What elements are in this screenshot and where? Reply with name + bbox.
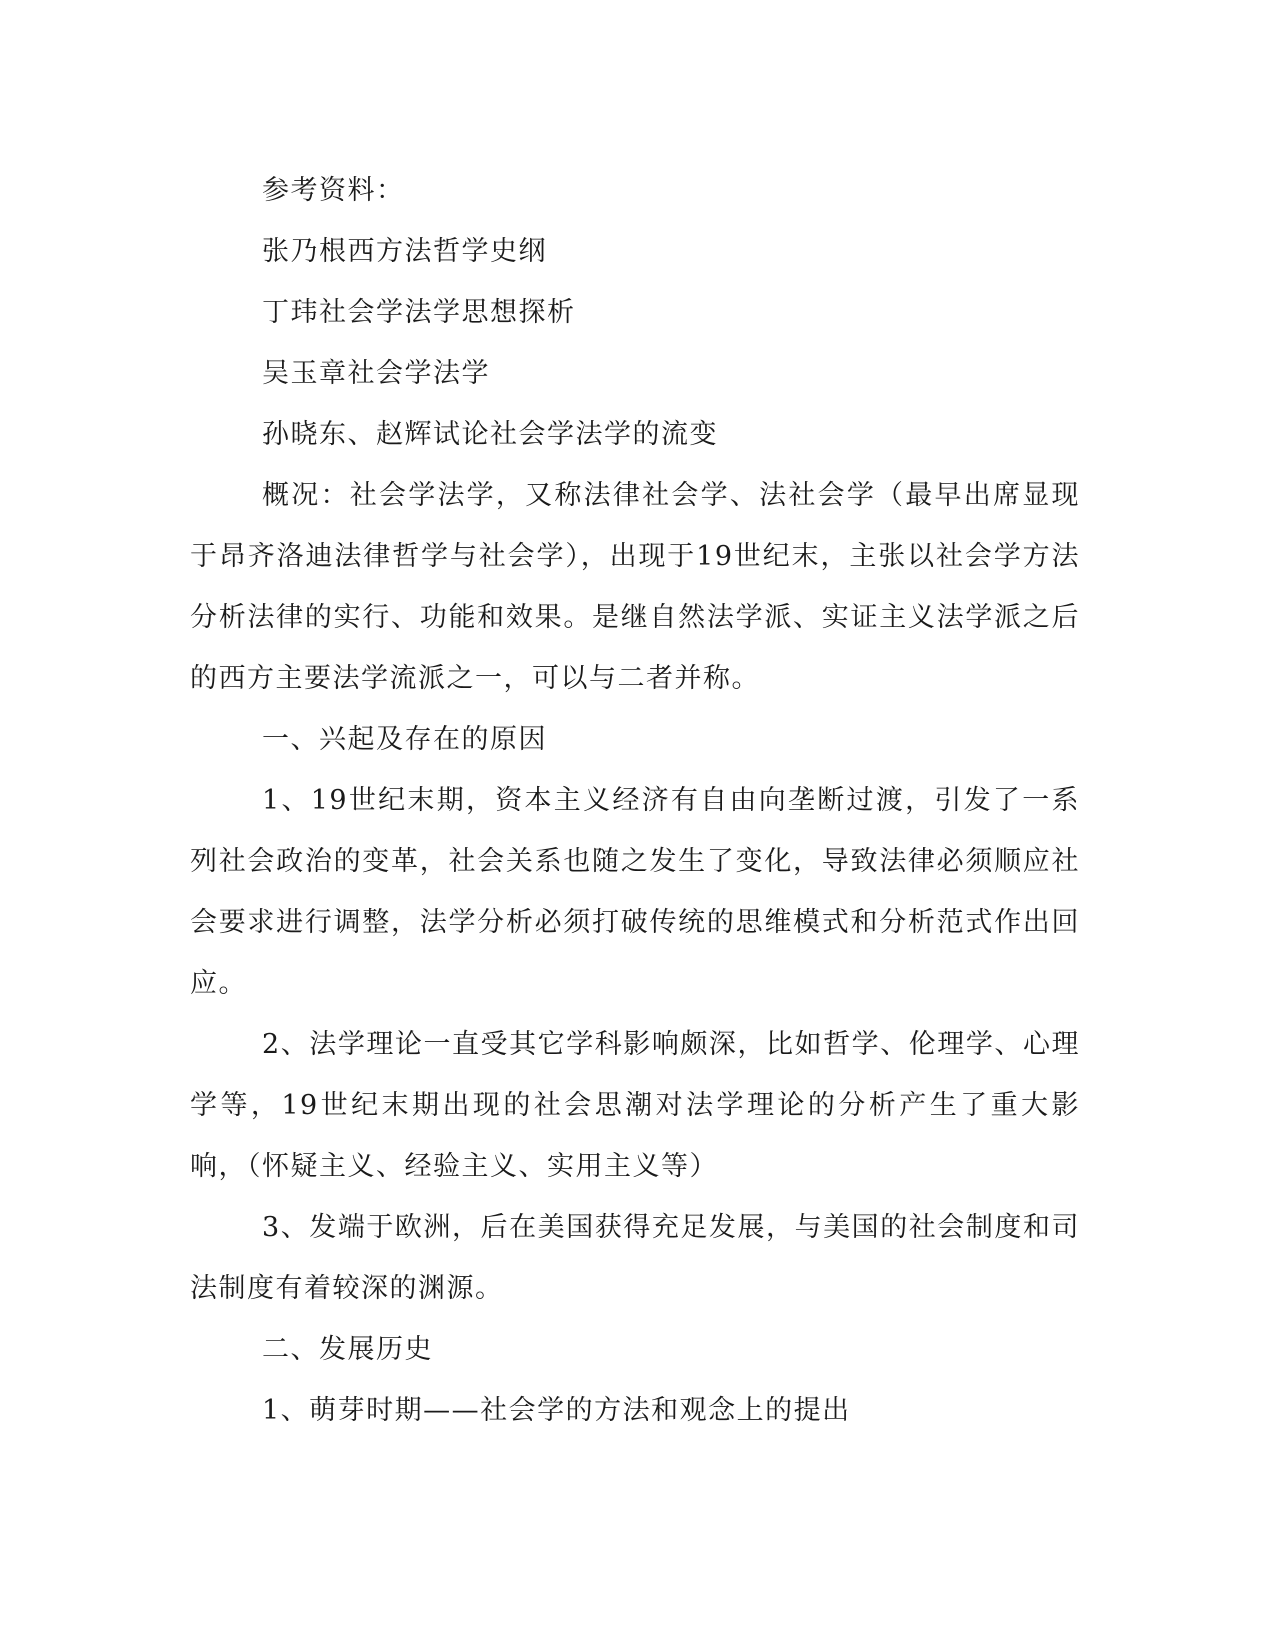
body-paragraph: 1、19世纪末期，资本主义经济有自由向垄断过渡，引发了一系列社会政治的变革，社会关系也随之发生了变化，导致法律必须顺应社会要求进行调整，法学分析必须打破传统的思维模式和分析范式作出回应。 — [190, 785, 1080, 999]
body-paragraph: 1、萌芽时期——社会学的方法和观念上的提出 — [262, 1395, 851, 1426]
reference-item: 丁玮社会学法学思想探析 — [262, 297, 576, 328]
references-heading: 参考资料： — [262, 175, 405, 206]
body-paragraph: 2、法学理论一直受其它学科影响颇深，比如哲学、伦理学、心理学等，19世纪末期出现的社会思潮对法学理论的分析产生了重大影响，（怀疑主义、经验主义、实用主义等） — [190, 1029, 1080, 1182]
body-paragraph: 3、发端于欧洲，后在美国获得充足发展，与美国的社会制度和司法制度有着较深的渊源。 — [190, 1212, 1080, 1304]
reference-item: 吴玉章社会学法学 — [262, 358, 490, 389]
reference-item: 孙晓东、赵辉试论社会学法学的流变 — [262, 419, 718, 450]
document-body — [190, 160, 1080, 1441]
section-heading: 一、兴起及存在的原因 — [262, 724, 547, 755]
reference-item: 张乃根西方法哲学史纲 — [262, 236, 547, 267]
overview-paragraph: 概况：社会学法学，又称法律社会学、法社会学（最早出席显现于昂齐洛迪法律哲学与社会学），出现于19世纪末，主张以社会学方法分析法律的实行、功能和效果。是继自然法学派、实证主义法学派之后的西方主要法学流派之一，可以与二者并称。 — [190, 480, 1080, 694]
section-heading: 二、发展历史 — [262, 1334, 433, 1365]
